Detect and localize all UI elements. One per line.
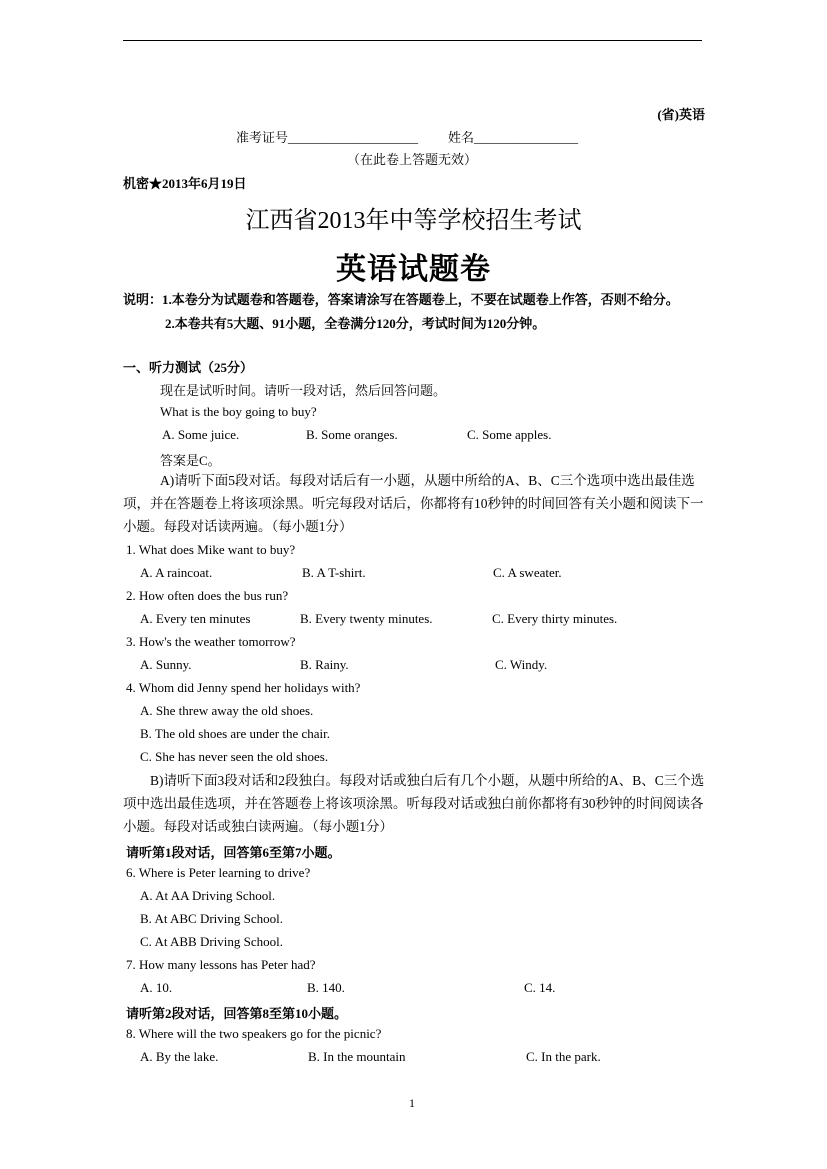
part-b-instructions: B)请听下面3段对话和2段独白。每段对话或独白后有几个小题，从题中所给的A、B、C三个选项中选出最佳选项，并在答题卷上将该项涂黑。听每段对话或独白前你都将有30秒钟的时间阅读各小题。每段对话或独白读两遍。（每小题1分）	[123, 773, 705, 834]
q7-option-a: A. 10.	[140, 980, 173, 995]
q4-option-b: B. The old shoes are under the chair.	[140, 726, 331, 741]
q3-option-a: A. Sunny.	[140, 657, 192, 672]
q1-option-b: B. A T-shirt.	[302, 565, 366, 580]
q6-option-a: A. At AA Driving School.	[140, 888, 276, 903]
question-2: 2. How often does the bus run?	[126, 588, 289, 603]
header-rule	[123, 40, 702, 41]
q8-option-b: B. In the mountain	[308, 1049, 406, 1064]
demo-option-c: C. Some apples.	[467, 427, 552, 442]
demo-answer: 答案是C。	[160, 453, 221, 468]
question-4: 4. Whom did Jenny spend her holidays with?	[126, 680, 361, 695]
q8-option-c: C. In the park.	[526, 1049, 601, 1064]
q3-option-c: C. Windy.	[495, 657, 548, 672]
q3-option-b: B. Rainy.	[300, 657, 349, 672]
q1-option-c: C. A sweater.	[493, 565, 562, 580]
exam-id-field: 准考证号____________________	[236, 130, 419, 145]
q8-option-a: A. By the lake.	[140, 1049, 219, 1064]
dialog-1-heading: 请听第1段对话，回答第6至第7小题。	[126, 845, 341, 860]
demo-option-b: B. Some oranges.	[306, 427, 398, 442]
paper-title: 英语试题卷	[336, 253, 491, 286]
q6-option-c: C. At ABB Driving School.	[140, 934, 284, 949]
q2-option-c: C. Every thirty minutes.	[492, 611, 618, 626]
demo-intro: 现在是试听时间。请听一段对话，然后回答问题。	[160, 383, 447, 398]
q4-option-c: C. She has never seen the old shoes.	[140, 749, 329, 764]
instruction-line-2: 2.本卷共有5大题、91小题，全卷满分120分，考试时间为120分钟。	[165, 316, 546, 331]
invalid-note: （在此卷上答题无效）	[347, 152, 478, 167]
question-7: 7. How many lessons has Peter had?	[126, 957, 316, 972]
question-8: 8. Where will the two speakers go for the picnic?	[126, 1026, 382, 1041]
q2-option-a: A. Every ten minutes	[140, 611, 251, 626]
q1-option-a: A. A raincoat.	[140, 565, 213, 580]
page-number: 1	[409, 1096, 415, 1110]
province-subject: (省)英语	[657, 107, 705, 122]
question-3: 3. How's the weather tomorrow?	[126, 634, 296, 649]
exam-title: 江西省2013年中等学校招生考试	[245, 208, 582, 234]
dialog-2-heading: 请听第2段对话，回答第8至第10小题。	[126, 1006, 348, 1021]
q4-option-a: A. She threw away the old shoes.	[140, 703, 314, 718]
name-field: 姓名________________	[448, 130, 579, 145]
secret-date: 机密★2013年6月19日	[123, 176, 247, 191]
part-a-instructions: A)请听下面5段对话。每段对话后有一小题，从题中所给的A、B、C三个选项中选出最佳选项，并在答题卷上将该项涂黑。听完每段对话后，你都将有10秒钟的时间回答有关小题和阅读下一小题。每段对话读两遍。（每小题1分）	[123, 473, 704, 534]
q6-option-b: B. At ABC Driving School.	[140, 911, 284, 926]
q7-option-b: B. 140.	[307, 980, 345, 995]
demo-question: What is the boy going to buy?	[160, 404, 317, 419]
question-1: 1. What does Mike want to buy?	[126, 542, 296, 557]
instruction-line-1: 说明：1.本卷分为试题卷和答题卷，答案请涂写在答题卷上，不要在试题卷上作答，否则不给分。	[123, 292, 679, 307]
question-6: 6. Where is Peter learning to drive?	[126, 865, 311, 880]
demo-option-a: A. Some juice.	[162, 427, 240, 442]
q7-option-c: C. 14.	[524, 980, 556, 995]
section-heading: 一、听力测试（25分）	[123, 360, 254, 375]
q2-option-b: B. Every twenty minutes.	[300, 611, 433, 626]
